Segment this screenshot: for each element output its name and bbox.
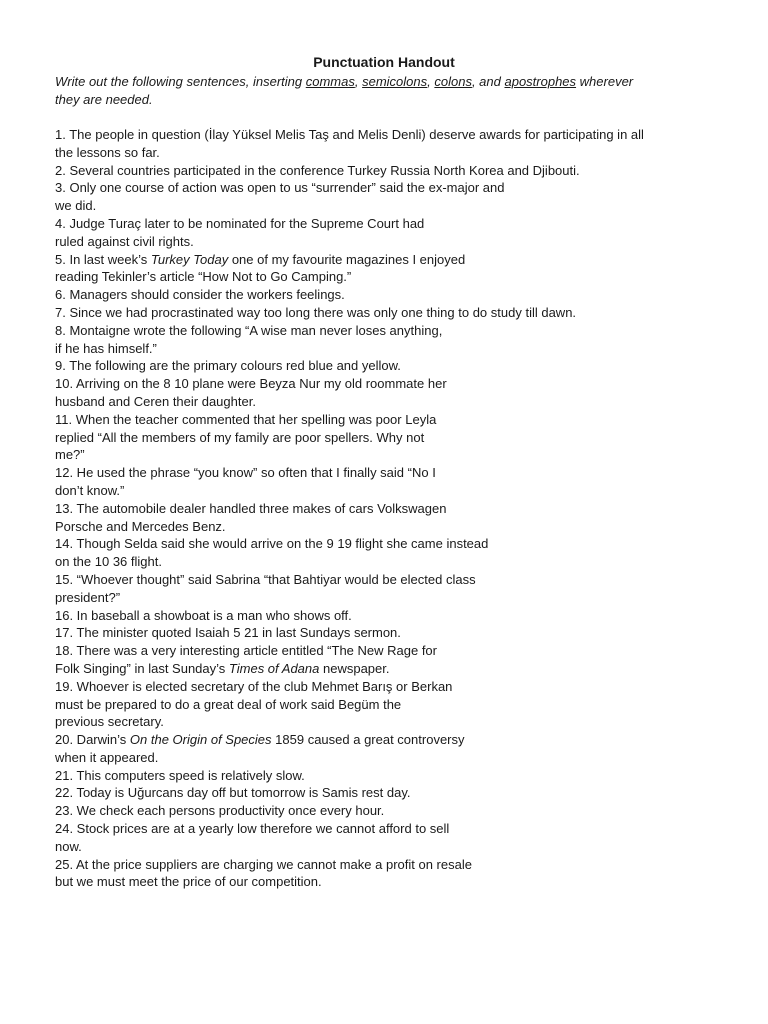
- sentence-item-16: [55, 607, 720, 625]
- sentence-item-2: [55, 162, 720, 180]
- sentence-line: [55, 624, 720, 642]
- keyword-commas: commas: [305, 74, 355, 89]
- sentence-text: 21. This computers speed is relatively slow.: [55, 767, 305, 783]
- sentence-text: 13. The automobile dealer handled three makes of cars Volkswagen: [55, 500, 447, 516]
- sentence-line: [55, 660, 720, 678]
- sentence-item-14: [55, 535, 720, 571]
- sentence-line: [55, 749, 720, 767]
- sentence-line: [55, 304, 720, 322]
- sentence-line: [55, 322, 720, 340]
- italic-title-text: Times of Adana: [228, 660, 320, 676]
- sentence-text: 2. Several countries participated in the conference Turkey Russia North Korea and Djibouti.: [55, 162, 580, 178]
- instructions-sep-2: ,: [427, 74, 435, 89]
- sentence-line: [55, 429, 720, 447]
- sentence-item-8: [55, 322, 720, 358]
- sentence-text: reading Tekinler’s article “How Not to Go Camping.”: [55, 269, 352, 285]
- sentence-text: president?”: [55, 589, 121, 605]
- keyword-semicolons: semicolons: [362, 74, 428, 89]
- sentence-line: [55, 446, 720, 464]
- sentence-text: me?”: [55, 447, 85, 463]
- sentence-item-11: [55, 411, 720, 464]
- sentence-item-10: [55, 375, 720, 411]
- sentence-item-6: [55, 286, 720, 304]
- sentence-item-7: [55, 304, 720, 322]
- sentence-text: 20. Darwin’s: [55, 732, 130, 748]
- sentence-item-19: [55, 678, 720, 731]
- sentence-line: [55, 535, 720, 553]
- sentence-text: husband and Ceren their daughter.: [55, 393, 256, 409]
- sentence-text: 18. There was a very interesting article entitled “The New Rage for: [55, 643, 437, 659]
- sentence-text: 24. Stock prices are at a yearly low therefore we cannot afford to sell: [55, 821, 450, 837]
- sentence-item-24: [55, 820, 720, 856]
- sentence-line: [55, 820, 720, 838]
- page-title: Punctuation Handout: [313, 54, 455, 70]
- sentence-text: 16. In baseball a showboat is a man who shows off.: [55, 607, 352, 623]
- sentence-line: [55, 873, 720, 891]
- italic-title-text: Turkey Today: [150, 251, 229, 267]
- sentence-text: on the 10 36 flight.: [55, 554, 162, 570]
- sentence-line: [55, 464, 720, 482]
- sentence-text: Folk Singing” in last Sunday’s: [55, 660, 229, 676]
- sentence-line: [55, 731, 720, 749]
- sentence-text: 8. Montaigne wrote the following “A wise man never loses anything,: [55, 322, 443, 338]
- sentence-list: [55, 126, 720, 891]
- sentence-text: 19. Whoever is elected secretary of the club Mehmet Barış or Berkan: [55, 678, 453, 694]
- sentence-item-5: [55, 251, 720, 287]
- sentence-line: [55, 518, 720, 536]
- instructions-sep-3: , and: [471, 74, 505, 89]
- sentence-line: [55, 144, 720, 162]
- sentence-text: 15. “Whoever thought” said Sabrina “that Bahtiyar would be elected class: [55, 571, 476, 587]
- sentence-text: when it appeared.: [55, 749, 159, 765]
- sentence-text: 7. Since we had procrastinated way too long there was only one thing to do study till dawn.: [55, 304, 577, 320]
- sentence-text: 9. The following are the primary colours red blue and yellow.: [55, 358, 401, 374]
- sentence-item-18: [55, 642, 720, 678]
- instructions-line-2: they are needed.: [55, 92, 153, 107]
- sentence-line: [55, 553, 720, 571]
- sentence-line: [55, 411, 720, 429]
- sentence-text: replied “All the members of my family are poor spellers. Why not: [55, 429, 425, 445]
- sentence-item-22: [55, 784, 720, 802]
- sentence-text: don’t know.”: [55, 482, 125, 498]
- sentence-item-3: [55, 179, 720, 215]
- sentence-line: [55, 713, 720, 731]
- sentence-text: if he has himself.”: [55, 340, 157, 356]
- sentence-line: [55, 589, 720, 607]
- instructions-sep-1: ,: [354, 74, 363, 89]
- sentence-line: [55, 767, 720, 785]
- sentence-item-4: [55, 215, 720, 251]
- sentence-text: 22. Today is Uğurcans day off but tomorrow is Samis rest day.: [55, 785, 411, 801]
- sentence-text: 3. Only one course of action was open to us “surrender” said the ex-major and: [55, 180, 505, 196]
- sentence-line: [55, 784, 720, 802]
- sentence-line: [55, 482, 720, 500]
- sentence-line: [55, 642, 720, 660]
- sentence-line: [55, 162, 720, 180]
- sentence-item-20: [55, 731, 720, 767]
- sentence-text: 25. At the price suppliers are charging we cannot make a profit on resale: [55, 856, 472, 872]
- sentence-item-12: [55, 464, 720, 500]
- sentence-text: 12. He used the phrase “you know” so often that I finally said “No I: [55, 465, 436, 481]
- sentence-text: Porsche and Mercedes Benz.: [55, 518, 226, 534]
- instructions-suffix: wherever: [576, 74, 634, 89]
- sentence-text: 10. Arriving on the 8 10 plane were Beyza Nur my old roommate her: [55, 376, 447, 392]
- sentence-line: [55, 393, 720, 411]
- sentence-item-13: [55, 500, 720, 536]
- sentence-text: one of my favourite magazines I enjoyed: [228, 251, 466, 267]
- sentence-item-1: [55, 126, 720, 162]
- sentence-text: 11. When the teacher commented that her spelling was poor Leyla: [55, 411, 437, 427]
- sentence-line: [55, 856, 720, 874]
- sentence-line: [55, 340, 720, 358]
- instructions-prefix: Write out the following sentences, inserting: [55, 74, 306, 89]
- sentence-text: must be prepared to do a great deal of work said Begüm the: [55, 696, 402, 712]
- sentence-text: the lessons so far.: [55, 144, 160, 160]
- sentence-text: 14. Though Selda said she would arrive on the 9 19 flight she came instead: [55, 536, 489, 552]
- keyword-apostrophes: apostrophes: [504, 74, 577, 89]
- sentence-line: [55, 607, 720, 625]
- sentence-text: 17. The minister quoted Isaiah 5 21 in last Sundays sermon.: [55, 625, 401, 641]
- sentence-text: newspaper.: [319, 660, 390, 676]
- sentence-line: [55, 286, 720, 304]
- sentence-line: [55, 678, 720, 696]
- italic-title-text: On the Origin of Species: [129, 732, 272, 748]
- sentence-text: 6. Managers should consider the workers feelings.: [55, 287, 345, 303]
- sentence-line: [55, 696, 720, 714]
- sentence-line: [55, 571, 720, 589]
- sentence-line: [55, 500, 720, 518]
- sentence-line: [55, 126, 720, 144]
- sentence-text: 1859 caused a great controversy: [271, 732, 465, 748]
- sentence-text: but we must meet the price of our competition.: [55, 874, 322, 890]
- sentence-line: [55, 838, 720, 856]
- sentence-text: now.: [55, 838, 82, 854]
- keyword-colons: colons: [434, 74, 472, 89]
- sentence-item-15: [55, 571, 720, 607]
- sentence-text: 4. Judge Turaç later to be nominated for the Supreme Court had: [55, 215, 425, 231]
- instructions: [55, 73, 715, 109]
- sentence-line: [55, 268, 720, 286]
- sentence-line: [55, 251, 720, 269]
- sentence-item-21: [55, 767, 720, 785]
- sentence-text: 5. In last week’s: [55, 251, 151, 267]
- sentence-item-25: [55, 856, 720, 892]
- sentence-text: we did.: [55, 198, 97, 214]
- sentence-line: [55, 375, 720, 393]
- sentence-text: previous secretary.: [55, 714, 164, 730]
- sentence-item-23: [55, 802, 720, 820]
- sentence-line: [55, 357, 720, 375]
- sentence-line: [55, 215, 720, 233]
- sentence-line: [55, 179, 720, 197]
- sentence-text: 23. We check each persons productivity once every hour.: [55, 803, 385, 819]
- sentence-item-9: [55, 357, 720, 375]
- sentence-line: [55, 802, 720, 820]
- sentence-text: 1. The people in question (İlay Yüksel Melis Taş and Melis Denli) deserve awards for participating in all: [55, 127, 644, 142]
- sentence-item-17: [55, 624, 720, 642]
- sentence-line: [55, 197, 720, 215]
- sentence-line: [55, 233, 720, 251]
- sentence-text: ruled against civil rights.: [55, 233, 194, 249]
